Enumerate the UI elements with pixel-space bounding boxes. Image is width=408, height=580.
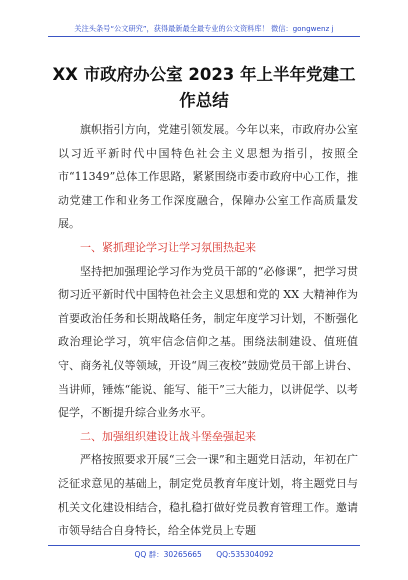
footer-bar [48, 545, 360, 560]
header-banner [48, 18, 360, 37]
document-title: XX 市政府办公室 2023 年上半年党建工作总结 [52, 65, 356, 110]
footer-qq-group: QQ 群：30265665 [134, 550, 202, 559]
section-heading-1: 一、紧抓理论学习让学习氛围热起来 [80, 240, 256, 254]
footer-qq: QQ:535304092 [216, 550, 274, 559]
document-body [58, 118, 358, 543]
header-banner-text: 关注头条号“公文研究”，获得最新最全最专业的公文资料库！ 微信：gongwenz j [74, 24, 334, 33]
intro-paragraph: 旗帜指引方向，党建引领发展。今年以来，市政府办公室以习近平新时代中国特色社会主义思想为指引，按照全市“11349”总体工作思路，紧紧围绕市委市政府中心工作，推动党建工作和业务工作深度融合，保障办公室工作高质量发展。 [58, 123, 358, 231]
section-2-paragraph: 严格按照要求开展“三会一课”和主题党日活动，年初在广泛征求意见的基础上，制定党员教育年度计划，将主题党日与机关文化建设相结合，稳扎稳打做好党员教育管理工作。邀请市领导结合自身特长，给全体党员上专题 [58, 453, 358, 538]
section-1-paragraph: 坚持把加强理论学习作为党员干部的“必修课”，把学习贯彻习近平新时代中国特色社会主义思想和党的 XX 大精神作为首要政治任务和长期战略任务，制定年度学习计划，不断强化政治理论学习，筑牢信念信仰之基。围绕法制建设、值班值守、商务礼仪等领域，开设“周三夜校”鼓励党员干部上讲台、当讲师，锤炼“能说、能写、能干”三大能力，以讲促学、以考促学，不断提升综合业务水平。 [58, 264, 358, 420]
section-heading-2: 二、加强组织建设让战斗堡垒强起来 [80, 429, 256, 443]
